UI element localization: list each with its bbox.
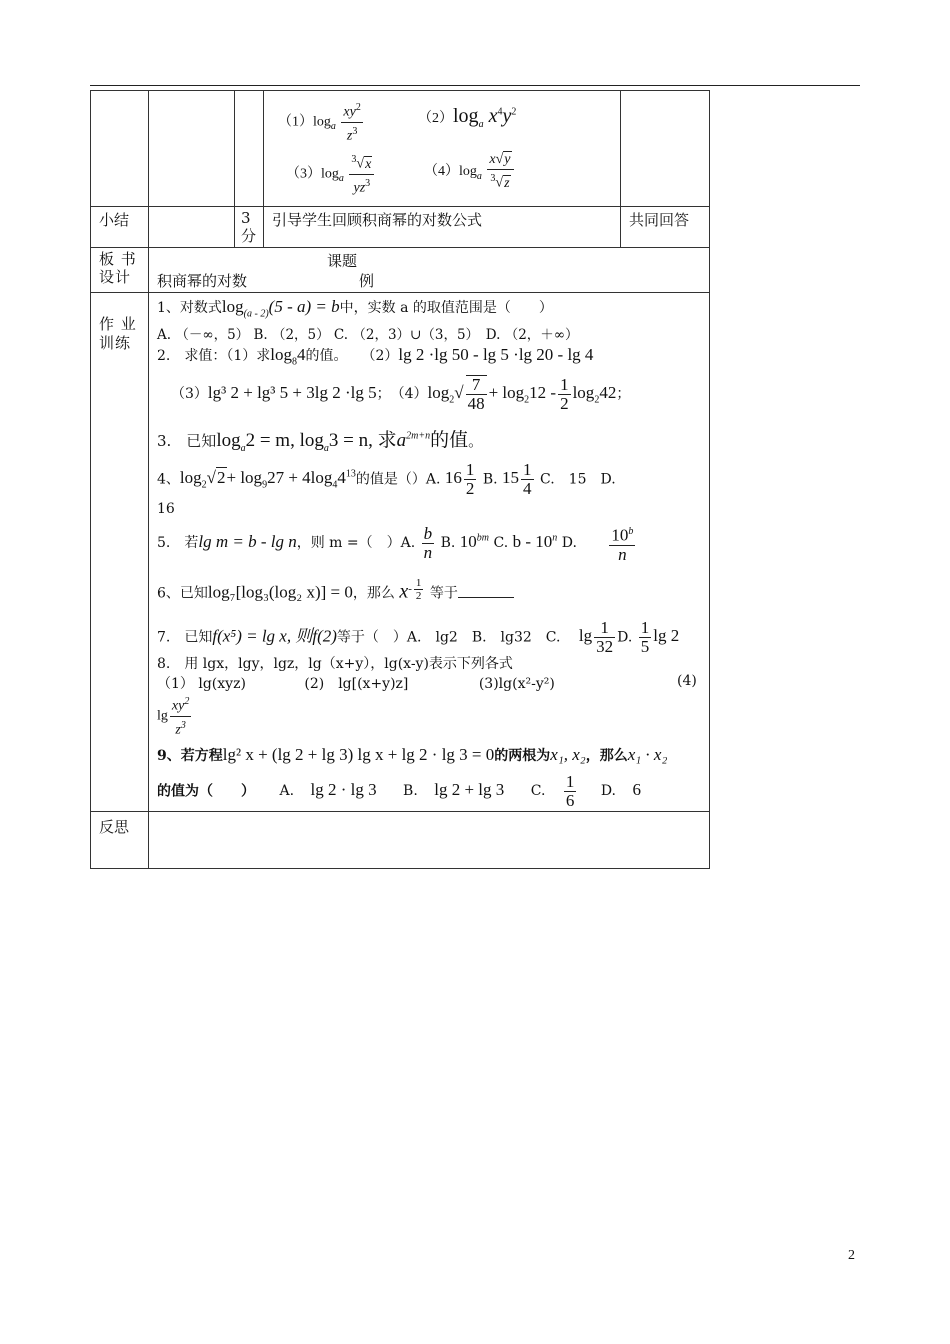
board-example: 例: [359, 272, 375, 290]
question-7: 7. 已知f(x⁵) = lg x, 则f(2)等于（ ）A. lg2 B. lg32 C. lg $\frac{1}{32}$ D. $\frac{1}{5}$ lg 2: [157, 618, 680, 656]
cell-summary-time: 3 分: [235, 207, 264, 248]
question-2-part-3-4: （3）lg³ 2 + lg³ 5 + 3lg 2 ·lg 5； $(4)\log_2√$ $\frac{7}{48}$ + $\log_212$ - $\frac{1}{2}$ $\log_242$；: [171, 374, 631, 413]
question-3: 3. 已知$\log_a2 = m$, $\log_a3 = n$, 求$a^{2m+n}$的值。: [157, 429, 484, 454]
cell-summary-empty: [149, 207, 235, 248]
cell-reflection-label: 反思: [91, 812, 149, 869]
cell-board-content: [149, 248, 710, 293]
page-number: 2: [848, 1248, 855, 1263]
cell-examples: [264, 91, 621, 207]
example-4: $(4)\log_a$ $\frac{x√y}{^3√z}$: [424, 151, 516, 193]
question-9: 9、若方程lg² x + (lg 2 + lg 3) lg x + lg 2 · lg 3 = 0的两根为x₁, x₂，那么x₁ · x₂: [157, 745, 668, 764]
question-8-part-4: lg $\frac{xy^2}{z^3}$: [157, 693, 193, 739]
board-title: 积商幂的对数: [157, 272, 248, 290]
table-row-homework: [91, 293, 710, 812]
cell-empty-a: [149, 91, 235, 207]
cell-board-label: 板 书 设计: [91, 248, 149, 293]
cell-summary-label: 小结: [91, 207, 149, 248]
table-row-summary: [91, 207, 710, 248]
header-rule: [90, 85, 860, 86]
cell-empty-time: [235, 91, 264, 207]
table-row-examples: [91, 91, 710, 207]
example-2: $(2)\log_a$ $x^4y^2$: [418, 105, 517, 130]
cell-homework-label: 作 业 训练: [91, 293, 149, 812]
question-1-options: A. （－∞，5） B. （2，5） C. （2，3）∪（3，5） D. （2，＋∞）: [157, 327, 579, 343]
table-row-board: [91, 248, 710, 293]
table-row-reflection: [91, 812, 710, 869]
board-topic: 课题: [327, 252, 358, 270]
question-2: 2. 求值：（1）求$\log_84$的值。 （2）lg 2 ·lg 50 - lg 5 ·lg 20 - lg 4: [157, 345, 594, 368]
question-5: 5. 若lg m = b - lg n，则 m =（ ）A. $\frac{b}{n}$ B. $10^{bm}$ C. b - 10$^n$ D. $\frac{10^b}{n}$: [157, 523, 634, 564]
example-1: $(1)\log_a$ $\frac{xy^2}{z^3}$: [278, 99, 365, 145]
answer-blank: [458, 597, 514, 598]
question-8: 8. 用 lgx，lgy，lgz，lg（x+y），lg(x-y)表示下列各式: [157, 656, 513, 672]
cell-summary-content: 引导学生回顾积商幂的对数公式: [264, 207, 621, 248]
cell-empty-label: [91, 91, 149, 207]
example-3: $(3)\log_a$ $\frac{^3√x}{yz^3}$: [286, 151, 376, 197]
question-8-parts: （1） lg(xyz) (2) lg[(x+y)z] (3)lg(x²-y²) (4): [157, 673, 697, 692]
question-4-continued: 16: [157, 501, 175, 517]
cell-empty-activity: [621, 91, 710, 207]
question-6: 6、已知log₇[log₃(log₂ x)] = 0，那么 $x^{- \frac{1}{2}}$ 等于: [157, 577, 514, 604]
lesson-plan-table: [90, 90, 710, 869]
question-4: 4、$\log_2√2+ \log_927 + 4\log_44^{13}$的值是（）A. 16 $\frac{1}{2}$ B. 15 $\frac{1}{4}$ C. 15 D.: [157, 460, 616, 498]
question-1: 1、对数式$\log_{(a - 2)}(5 - a) = b$中，实数 a 的取值范围是（ ）: [157, 297, 553, 320]
cell-reflection-content: [149, 812, 710, 869]
cell-homework-content: [149, 293, 710, 812]
cell-summary-activity: 共同回答: [621, 207, 710, 248]
question-9-options: 的值为（ ） A. lg 2 · lg 3 B. lg 2 + lg 3 C. $\frac{1}{6}$ D. 6: [157, 772, 641, 810]
